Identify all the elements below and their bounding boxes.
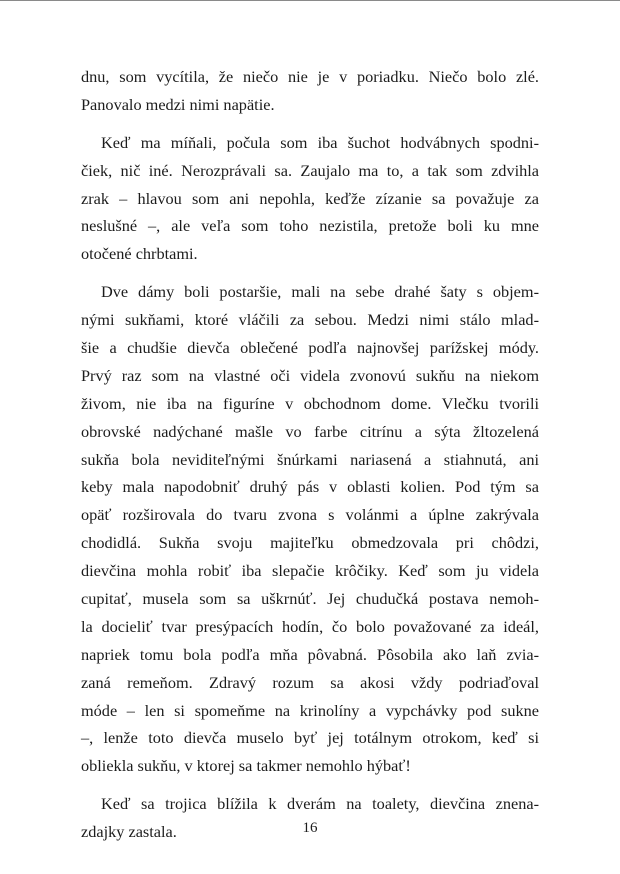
text-line: Dve dámy boli postaršie, mali na sebe drahé šaty s objem-	[101, 282, 539, 302]
text-line: la docieliť tvar presýpacích hodín, čo bolo považované za ideál,	[81, 616, 539, 636]
book-text-body	[81, 63, 539, 846]
text-line: chodidlá. Sukňa svoju majiteľku obmedzovala pri chôdzi,	[81, 533, 539, 553]
paragraph-gap	[81, 119, 539, 129]
text-line: obliekla sukňu, v ktorej sa takmer nemohlo hýbať!	[81, 756, 411, 776]
text-line: nými sukňami, ktoré vláčili za sebou. Medzi nimi stálo mlad-	[81, 310, 539, 330]
text-line: opäť rozširovala do tvaru zvona s volánmi a úplne zakrývala	[81, 505, 539, 525]
text-line: cupitať, musela som sa uškrnúť. Jej chudučká postava nemoh-	[81, 589, 539, 609]
text-line: čiek, nič iné. Nerozprávali sa. Zaujalo ma to, a tak som zdvihla	[81, 160, 539, 180]
paragraph-gap	[81, 780, 539, 790]
text-line: obrovské nadýchané mašle vo farbe citrínu a sýta žltozelená	[81, 421, 539, 441]
text-line: zrak – hlavou som ani nepohla, keďže zízanie sa považuje za	[81, 188, 539, 208]
paragraph-gap	[81, 268, 539, 278]
text-line: dnu, som vycítila, že niečo nie je v poriadku. Niečo bolo zlé.	[81, 67, 539, 86]
text-line: dievčina mohla robiť iba slepačie krôčiky. Keď som ju videla	[81, 561, 539, 581]
text-line: napriek tomu bola podľa mňa pôvabná. Pôsobila ako laň zvia-	[81, 644, 539, 664]
text-line: otočené chrbtami.	[81, 244, 198, 264]
text-line: Panovalo medzi nimi napätie.	[81, 94, 275, 114]
page-number: 16	[302, 820, 318, 836]
text-line: šie a chudšie dievča oblečené podľa najnovšej parížskej módy.	[81, 338, 539, 358]
text-line: živom, nie iba na figuríne v obchodnom dome. Vlečku tvorili	[81, 393, 539, 413]
text-line: Keď ma míňali, počula som iba šuchot hodvábnych spodni-	[101, 132, 539, 152]
top-border-rule	[0, 0, 620, 1]
text-line: móde – len si spomeňme na krinolíny a vypchávky pod sukne	[81, 700, 539, 720]
text-line: neslušné –, ale veľa som toho nezistila, pretože boli ku mne	[81, 216, 539, 236]
text-line: –, lenže toto dievča muselo byť jej totálnym otrokom, keď si	[81, 728, 539, 748]
text-line: Keď sa trojica blížila k dverám na toalety, dievčina znena-	[101, 794, 539, 814]
text-line: zaná remeňom. Zdravý rozum sa akosi vždy podriaďoval	[81, 672, 539, 692]
text-line: Prvý raz som na vlastné oči videla zvonovú sukňu na niekom	[81, 365, 539, 385]
text-line: zdajky zastala.	[81, 822, 177, 842]
text-line: keby mala napodobniť druhý pás v oblasti kolien. Pod tým sa	[81, 477, 539, 497]
text-line: sukňa bola neviditeľnými šnúrkami nariasená a stiahnutá, ani	[81, 449, 539, 469]
